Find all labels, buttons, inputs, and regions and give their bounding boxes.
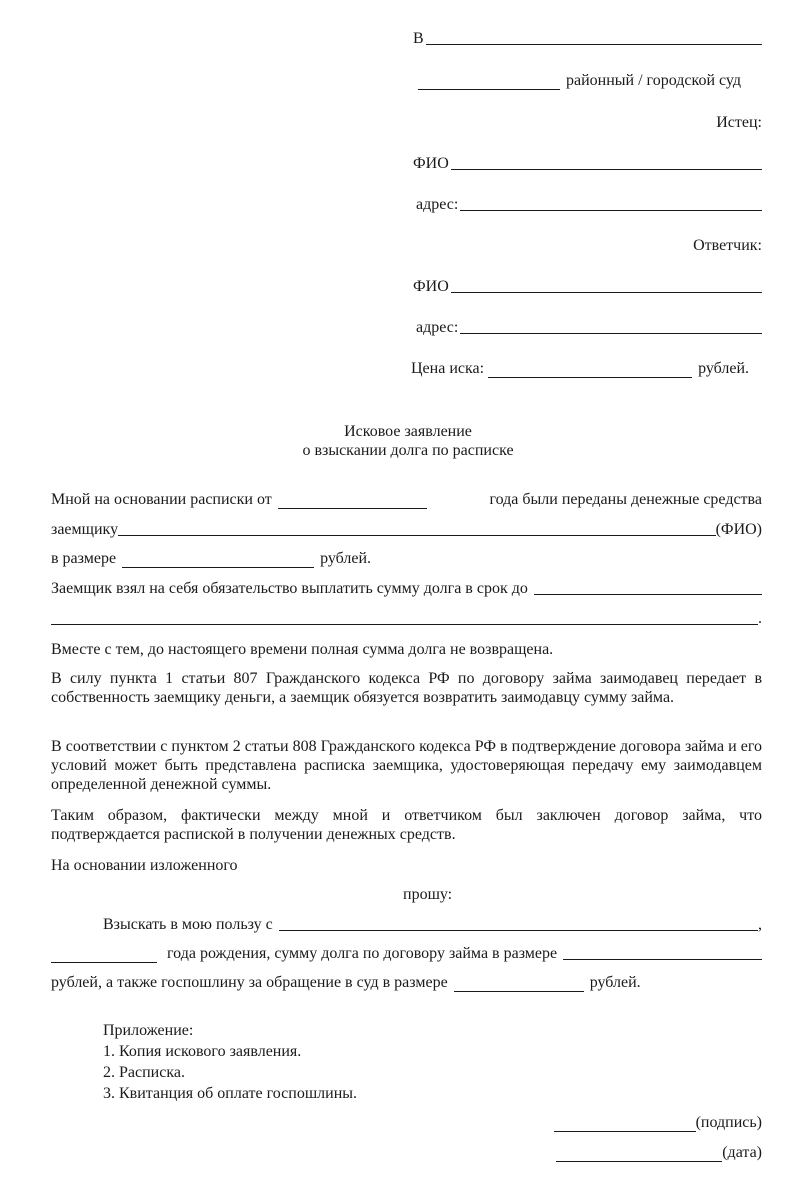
debt-amount-label: года рождения, сумму долга по договору займа в размере — [167, 945, 558, 962]
paragraph-based-on: На основании изложенного — [51, 857, 238, 874]
plaintiff-fio-field[interactable] — [451, 155, 762, 170]
repay-term-field[interactable] — [534, 580, 762, 595]
repay-term-field-2[interactable] — [51, 610, 758, 625]
debt-amount-field[interactable] — [563, 945, 762, 960]
plaintiff-address-label: адрес: — [416, 196, 459, 213]
plaintiff-label: Истец: — [716, 114, 762, 131]
state-fee-line — [51, 974, 762, 992]
defendant-label: Ответчик: — [693, 237, 762, 254]
loan-amount-line — [51, 550, 762, 568]
date-label: (дата) — [722, 1144, 762, 1161]
date-line — [556, 1144, 762, 1162]
recover-from-line — [103, 916, 762, 934]
defendant-fio-label: ФИО — [413, 278, 449, 295]
recover-from-field[interactable] — [279, 916, 758, 931]
plaintiff-fio-label: ФИО — [413, 155, 449, 172]
birth-year-line — [51, 945, 762, 963]
court-suffix: районный / городской суд — [566, 72, 742, 89]
plaintiff-address-line — [416, 196, 762, 214]
paragraph-conclusion: Таким образом, фактически между мной и ответчиком был заключен договор займа, что подтверждается распиской в получении денежных средств. — [51, 807, 762, 843]
plaintiff-fio-line — [413, 155, 762, 173]
loan-date-line — [51, 491, 762, 509]
claim-price-field[interactable] — [488, 363, 692, 378]
loan-amount-field[interactable] — [122, 553, 314, 568]
court-district-field[interactable] — [418, 75, 560, 90]
borrower-label: заемщику — [51, 521, 119, 538]
defendant-address-line — [416, 319, 762, 337]
recover-from-comma: , — [758, 916, 762, 933]
defendant-address-label: адрес: — [416, 319, 459, 336]
court-line — [413, 30, 762, 48]
document-title: Исковое заявление — [344, 423, 472, 440]
loan-intro-text: Мной на основании расписки от — [51, 491, 272, 508]
loan-intro-text-end: года были переданы денежные средства — [489, 491, 762, 508]
court-type-line — [418, 72, 762, 90]
claim-price-rubles: рублей. — [698, 360, 750, 377]
to-prefix: В — [413, 30, 424, 47]
borrower-line — [51, 521, 762, 539]
attachments-heading: Приложение: — [103, 1022, 194, 1039]
borrower-fio-label: (ФИО) — [715, 521, 762, 538]
signature-line — [554, 1114, 762, 1132]
borrower-fio-field[interactable] — [118, 521, 716, 536]
loan-date-field[interactable] — [278, 494, 427, 509]
plaintiff-address-field[interactable] — [460, 196, 762, 211]
repay-term-continuation — [51, 610, 762, 628]
request-heading: прошу: — [403, 886, 453, 903]
state-fee-rubles: рублей. — [589, 974, 641, 991]
birth-year-field[interactable] — [51, 948, 157, 963]
paragraph-not-returned: Вместе с тем, до настоящего времени полная сумма долга не возвращена. — [51, 641, 554, 658]
claim-price-line — [411, 360, 762, 378]
document-subtitle: о взыскании долга по расписке — [302, 442, 514, 459]
recover-from-label: Взыскать в мою пользу с — [103, 916, 273, 933]
court-name-field[interactable] — [426, 30, 762, 45]
loan-amount-rubles: рублей. — [320, 550, 372, 567]
attachment-item: 2. Расписка. — [103, 1064, 185, 1081]
attachment-item: 1. Копия искового заявления. — [103, 1043, 302, 1060]
signature-field[interactable] — [554, 1117, 696, 1132]
defendant-fio-line — [413, 278, 762, 296]
paragraph-article-808: В соответствии с пунктом 2 статьи 808 Гражданского кодекса РФ в подтверждение договора займа и его условий может быть представлена расписка заемщика, удостоверяющая передачу ему заимодавцем определенной денежной суммы. — [51, 738, 762, 793]
state-fee-field[interactable] — [454, 977, 584, 992]
claim-price-label: Цена иска: — [411, 360, 485, 377]
defendant-address-field[interactable] — [460, 319, 762, 334]
attachment-item: 3. Квитанция об оплате госпошлины. — [103, 1085, 357, 1102]
date-field[interactable] — [556, 1147, 722, 1162]
repay-term-end: . — [758, 610, 762, 627]
signature-label: (подпись) — [695, 1114, 762, 1131]
defendant-fio-field[interactable] — [451, 278, 762, 293]
repay-term-line — [51, 580, 762, 598]
repay-term-text: Заемщик взял на себя обязательство выплатить сумму долга в срок до — [51, 580, 528, 597]
state-fee-label: рублей, а также госпошлину за обращение в суд в размере — [51, 974, 448, 991]
paragraph-article-807: В силу пункта 1 статьи 807 Гражданского кодекса РФ по договору займа заимодавец передает в собственность заемщику деньги, а заемщик обязуется возвратить заимодавцу сумму займа. — [51, 670, 762, 706]
loan-amount-label: в размере — [51, 550, 117, 567]
